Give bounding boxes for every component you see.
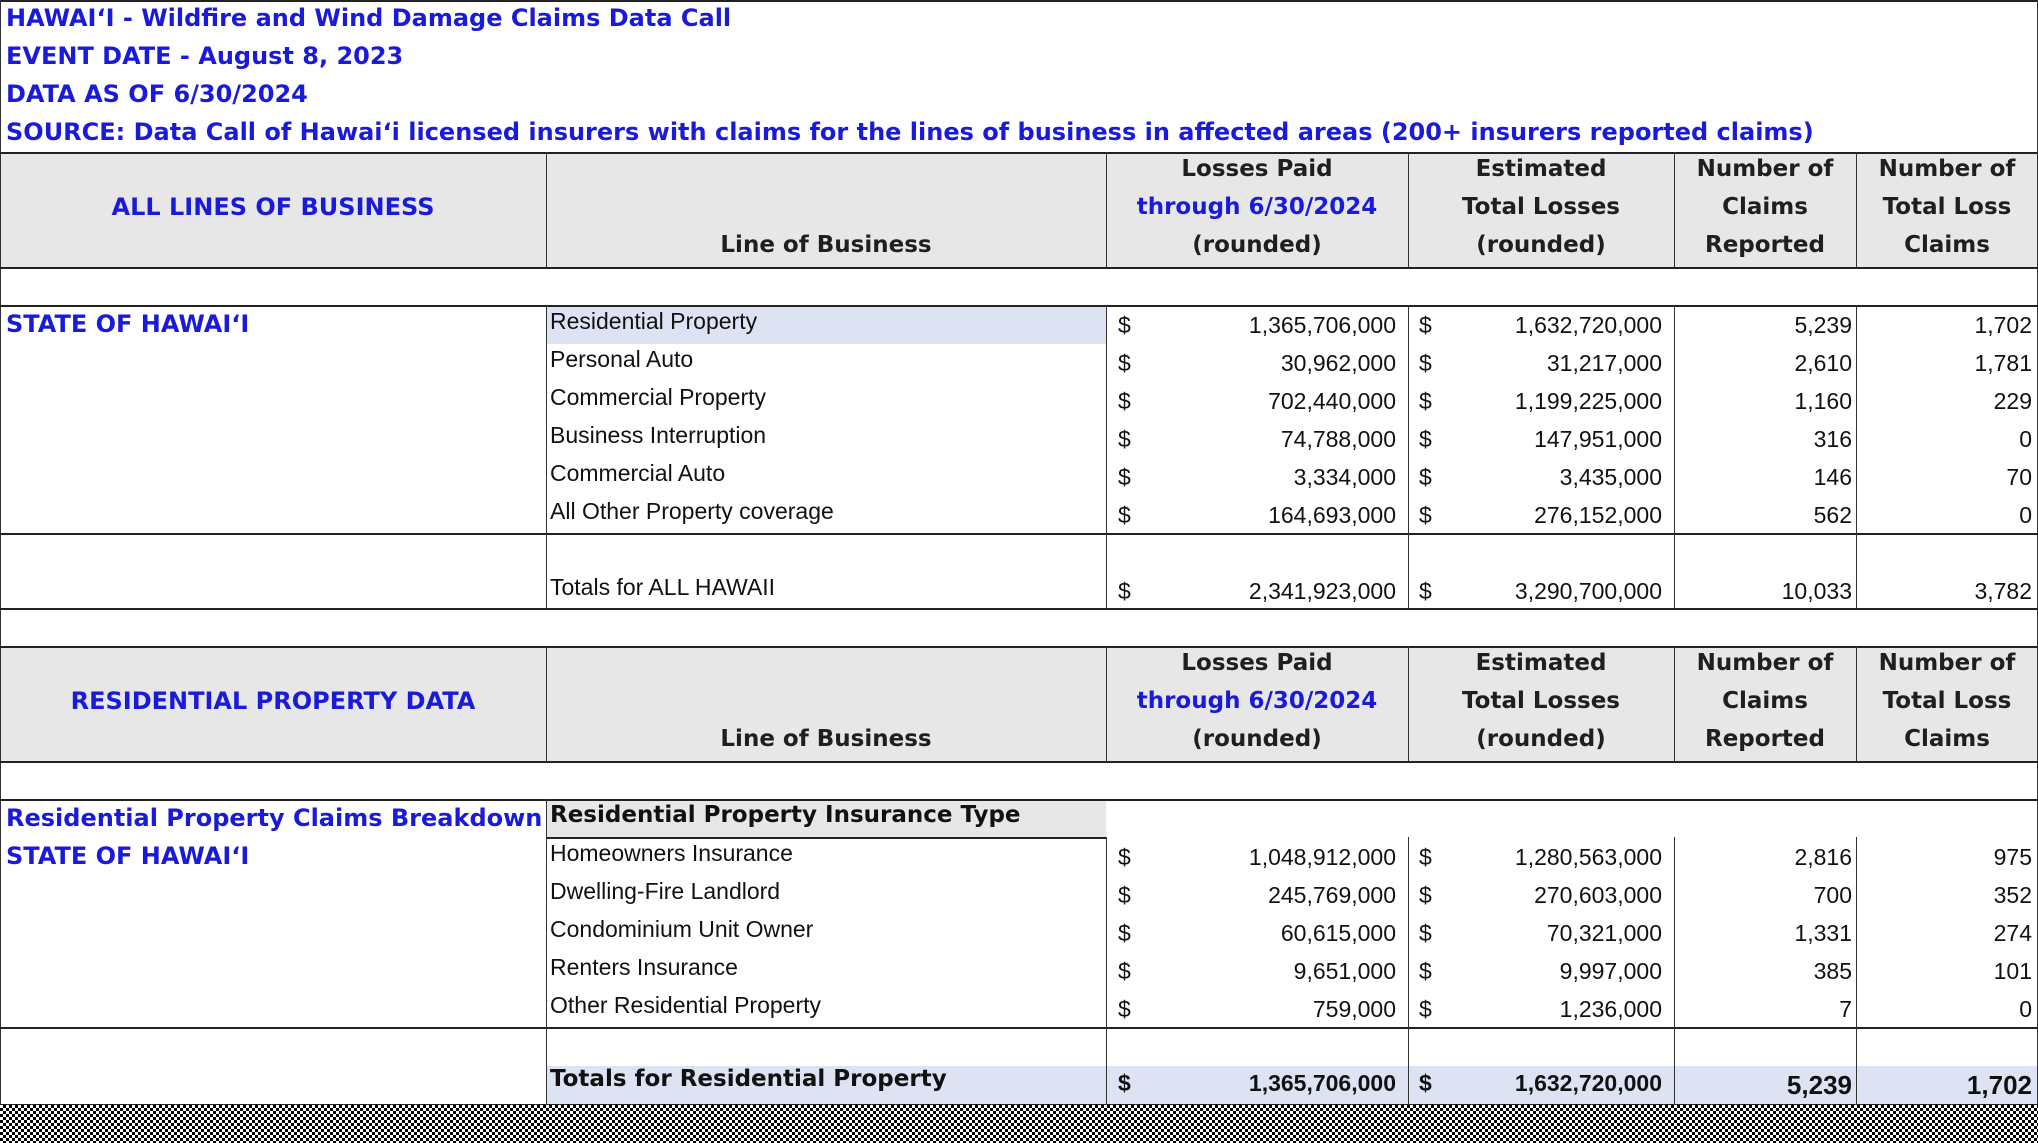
- residential-total-row-estimated-losses: 1,632,720,000: [1514, 1070, 1662, 1096]
- residential-row-4-paid-currency: $: [1118, 996, 1131, 1022]
- residential-row-1-total-loss-claims: 352: [1993, 882, 2032, 908]
- residential-row-0-paid-currency: $: [1118, 844, 1131, 870]
- residential-row-2-losses-paid: 60,615,000: [1280, 920, 1396, 946]
- state-row-0-claims-reported: 5,239: [1794, 312, 1852, 338]
- residential-row-3-lob: Renters Insurance: [550, 954, 738, 980]
- state-row-1-lob: Personal Auto: [550, 346, 694, 372]
- state-row-3-lob: Business Interruption: [550, 422, 767, 448]
- row-divider: [546, 837, 1106, 839]
- state-total-row-losses-paid: 2,341,923,000: [1248, 578, 1396, 604]
- row-divider: [0, 761, 2038, 763]
- column-header-totalloss-1-2: Number of: [1878, 650, 2016, 676]
- state-row-2-paid-currency: $: [1118, 388, 1131, 414]
- column-header-lob: Line of Business: [720, 232, 932, 258]
- column-header-est-3-2: (rounded): [1476, 726, 1606, 752]
- residential-total-row-total-loss-claims: 1,702: [1966, 1070, 2032, 1100]
- column-header-lob-2: Line of Business: [720, 726, 932, 752]
- section1-heading: ALL LINES OF BUSINESS: [111, 193, 435, 221]
- column-header-totalloss-3: Claims: [1904, 232, 1990, 258]
- state-row-5-losses-paid: 164,693,000: [1268, 502, 1396, 528]
- column-header-est-3: (rounded): [1476, 232, 1606, 258]
- state-row-2-estimated-losses: 1,199,225,000: [1514, 388, 1662, 414]
- type-header: Residential Property Insurance Type: [550, 802, 1021, 828]
- residential-row-3-estimated-losses: 9,997,000: [1559, 958, 1662, 984]
- state-row-4-total-loss-claims: 70: [2006, 464, 2032, 490]
- row-divider: [0, 1027, 2038, 1029]
- state-row-4-est-currency: $: [1419, 464, 1432, 490]
- residential-row-0-estimated-losses: 1,280,563,000: [1514, 844, 1662, 870]
- column-header-est-2: Total Losses: [1462, 194, 1620, 220]
- row-divider: [0, 0, 2038, 2]
- residential-row-3-paid-currency: $: [1118, 958, 1131, 984]
- residential-row-0-lob: Homeowners Insurance: [550, 840, 793, 866]
- column-header-totalloss-3-2: Claims: [1904, 726, 1990, 752]
- residential-row-4-total-loss-claims: 0: [2019, 996, 2032, 1022]
- residential-row-4-estimated-losses: 1,236,000: [1559, 996, 1662, 1022]
- state-row-4-paid-currency: $: [1118, 464, 1131, 490]
- residential-row-1-estimated-losses: 270,603,000: [1534, 882, 1662, 908]
- state-row-0-total-loss-claims: 1,702: [1974, 312, 2032, 338]
- state-row-5-estimated-losses: 276,152,000: [1534, 502, 1662, 528]
- column-header-reported-1-2: Number of: [1696, 650, 1834, 676]
- column-divider: [1106, 837, 1107, 1105]
- column-divider: [1856, 152, 1857, 267]
- state-row-5-lob: All Other Property coverage: [550, 498, 834, 524]
- residential-row-4-claims-reported: 7: [1839, 996, 1852, 1022]
- residential-row-3-losses-paid: 9,651,000: [1293, 958, 1396, 984]
- residential-row-4-est-currency: $: [1419, 996, 1432, 1022]
- column-divider: [1106, 152, 1107, 267]
- residential-row-1-losses-paid: 245,769,000: [1268, 882, 1396, 908]
- state-row-4-claims-reported: 146: [1813, 464, 1852, 490]
- column-divider: [1106, 646, 1107, 761]
- state-row-0-estimated-losses: 1,632,720,000: [1514, 312, 1662, 338]
- state-row-4-losses-paid: 3,334,000: [1293, 464, 1396, 490]
- title-line-4: SOURCE: Data Call of Hawai‘i licensed insurers with claims for the lines of business in affected areas (200+ insurers reported claims): [6, 118, 1814, 146]
- state-row-3-estimated-losses: 147,951,000: [1534, 426, 1662, 452]
- residential-row-2-est-currency: $: [1419, 920, 1432, 946]
- state-row-2-losses-paid: 702,440,000: [1268, 388, 1396, 414]
- column-header-reported-2-2: Claims: [1722, 688, 1808, 714]
- state-row-2-claims-reported: 1,160: [1794, 388, 1852, 414]
- residential-row-3-est-currency: $: [1419, 958, 1432, 984]
- column-divider: [1674, 646, 1675, 761]
- state-row-1-estimated-losses: 31,217,000: [1546, 350, 1662, 376]
- row-divider: [0, 533, 2038, 535]
- row-divider: [0, 267, 2038, 269]
- column-divider: [0, 0, 1, 1105]
- state-row-5-total-loss-claims: 0: [2019, 502, 2032, 528]
- residential-total-row-est-currency: $: [1419, 1070, 1432, 1096]
- state-total-row-total-loss-claims: 3,782: [1974, 578, 2032, 604]
- state-row-5-est-currency: $: [1419, 502, 1432, 528]
- state-row-1-paid-currency: $: [1118, 350, 1131, 376]
- column-header-paid-3-2: (rounded): [1192, 726, 1322, 752]
- column-divider: [1674, 837, 1675, 1105]
- residential-row-3-total-loss-claims: 101: [1993, 958, 2032, 984]
- column-divider: [1408, 646, 1409, 761]
- state-row-1-total-loss-claims: 1,781: [1974, 350, 2032, 376]
- state-row-3-paid-currency: $: [1118, 426, 1131, 452]
- residential-row-4-lob: Other Residential Property: [550, 992, 822, 1018]
- residential-row-0-est-currency: $: [1419, 844, 1432, 870]
- residential-row-3-claims-reported: 385: [1813, 958, 1852, 984]
- residential-row-1-paid-currency: $: [1118, 882, 1131, 908]
- column-header-reported-2: Claims: [1722, 194, 1808, 220]
- column-divider: [546, 799, 547, 1105]
- column-header-est-1: Estimated: [1475, 156, 1607, 182]
- residential-row-2-estimated-losses: 70,321,000: [1546, 920, 1662, 946]
- column-divider: [1106, 305, 1107, 608]
- column-header-totalloss-2: Total Loss: [1882, 194, 2012, 220]
- column-divider: [1408, 305, 1409, 608]
- section2-group-label-2: STATE OF HAWAI‘I: [6, 842, 250, 870]
- state-row-1-losses-paid: 30,962,000: [1280, 350, 1396, 376]
- state-row-4-estimated-losses: 3,435,000: [1559, 464, 1662, 490]
- row-divider: [0, 152, 2038, 154]
- column-divider: [1408, 837, 1409, 1105]
- residential-row-4-losses-paid: 759,000: [1312, 996, 1396, 1022]
- residential-total-row-claims-reported: 5,239: [1786, 1070, 1852, 1100]
- column-divider: [1856, 837, 1857, 1105]
- residential-row-0-total-loss-claims: 975: [1993, 844, 2032, 870]
- section1-group-label: STATE OF HAWAI‘I: [6, 310, 250, 338]
- column-header-reported-1: Number of: [1696, 156, 1834, 182]
- column-header-est-1-2: Estimated: [1475, 650, 1607, 676]
- column-header-est-2-2: Total Losses: [1462, 688, 1620, 714]
- state-row-3-total-loss-claims: 0: [2019, 426, 2032, 452]
- title-line-1: HAWAI‘I - Wildfire and Wind Damage Claims Data Call: [6, 4, 732, 32]
- state-row-2-est-currency: $: [1419, 388, 1432, 414]
- residential-row-1-claims-reported: 700: [1813, 882, 1852, 908]
- bottom-pattern-strip: [0, 1105, 2038, 1143]
- column-header-totalloss-2-2: Total Loss: [1882, 688, 2012, 714]
- residential-total-row-paid-currency: $: [1118, 1070, 1131, 1096]
- state-row-0-lob: Residential Property: [550, 308, 758, 334]
- state-row-3-claims-reported: 316: [1813, 426, 1852, 452]
- row-divider: [0, 608, 2038, 610]
- row-divider: [0, 305, 2038, 307]
- state-total-row-claims-reported: 10,033: [1781, 578, 1852, 604]
- column-divider: [546, 646, 547, 761]
- state-total-row-estimated-losses: 3,290,700,000: [1514, 578, 1662, 604]
- title-line-2: EVENT DATE - August 8, 2023: [6, 42, 404, 70]
- residential-row-2-lob: Condominium Unit Owner: [550, 916, 814, 942]
- state-total-row-est-currency: $: [1419, 578, 1432, 604]
- residential-row-0-losses-paid: 1,048,912,000: [1248, 844, 1396, 870]
- state-row-5-paid-currency: $: [1118, 502, 1131, 528]
- column-header-paid-1: Losses Paid: [1181, 156, 1333, 182]
- residential-total-row-losses-paid: 1,365,706,000: [1248, 1070, 1396, 1096]
- column-header-paid-2-2: through 6/30/2024: [1136, 688, 1378, 714]
- column-divider: [546, 152, 547, 267]
- state-total-row-lob: Totals for ALL HAWAII: [550, 574, 775, 600]
- row-divider: [0, 646, 2038, 648]
- residential-row-1-lob: Dwelling-Fire Landlord: [550, 878, 781, 904]
- column-header-reported-3-2: Reported: [1705, 726, 1825, 752]
- state-row-1-est-currency: $: [1419, 350, 1432, 376]
- column-header-paid-1-2: Losses Paid: [1181, 650, 1333, 676]
- column-divider: [1856, 646, 1857, 761]
- state-row-3-est-currency: $: [1419, 426, 1432, 452]
- state-row-2-total-loss-claims: 229: [1993, 388, 2032, 414]
- column-divider: [1408, 152, 1409, 267]
- state-row-0-est-currency: $: [1419, 312, 1432, 338]
- state-total-row-paid-currency: $: [1118, 578, 1131, 604]
- section2-heading: RESIDENTIAL PROPERTY DATA: [70, 687, 476, 715]
- state-row-3-losses-paid: 74,788,000: [1280, 426, 1396, 452]
- state-row-0-losses-paid: 1,365,706,000: [1248, 312, 1396, 338]
- residential-row-2-claims-reported: 1,331: [1794, 920, 1852, 946]
- residential-row-2-paid-currency: $: [1118, 920, 1131, 946]
- title-line-3: DATA AS OF 6/30/2024: [6, 80, 308, 108]
- column-divider: [1856, 305, 1857, 608]
- row-divider: [0, 799, 2038, 801]
- residential-row-2-total-loss-claims: 274: [1993, 920, 2032, 946]
- state-row-5-claims-reported: 562: [1813, 502, 1852, 528]
- section2-group-label-1: Residential Property Claims Breakdown: [6, 804, 543, 832]
- column-header-paid-3: (rounded): [1192, 232, 1322, 258]
- column-header-paid-2: through 6/30/2024: [1136, 194, 1378, 220]
- state-row-0-paid-currency: $: [1118, 312, 1131, 338]
- column-divider: [1674, 152, 1675, 267]
- state-row-1-claims-reported: 2,610: [1794, 350, 1852, 376]
- residential-row-1-est-currency: $: [1419, 882, 1432, 908]
- residential-row-0-claims-reported: 2,816: [1794, 844, 1852, 870]
- state-row-2-lob: Commercial Property: [550, 384, 766, 410]
- column-divider: [546, 305, 547, 608]
- column-divider: [1674, 305, 1675, 608]
- column-header-reported-3: Reported: [1705, 232, 1825, 258]
- state-row-4-lob: Commercial Auto: [550, 460, 726, 486]
- residential-total-row-lob: Totals for Residential Property: [550, 1066, 947, 1092]
- column-header-totalloss-1: Number of: [1878, 156, 2016, 182]
